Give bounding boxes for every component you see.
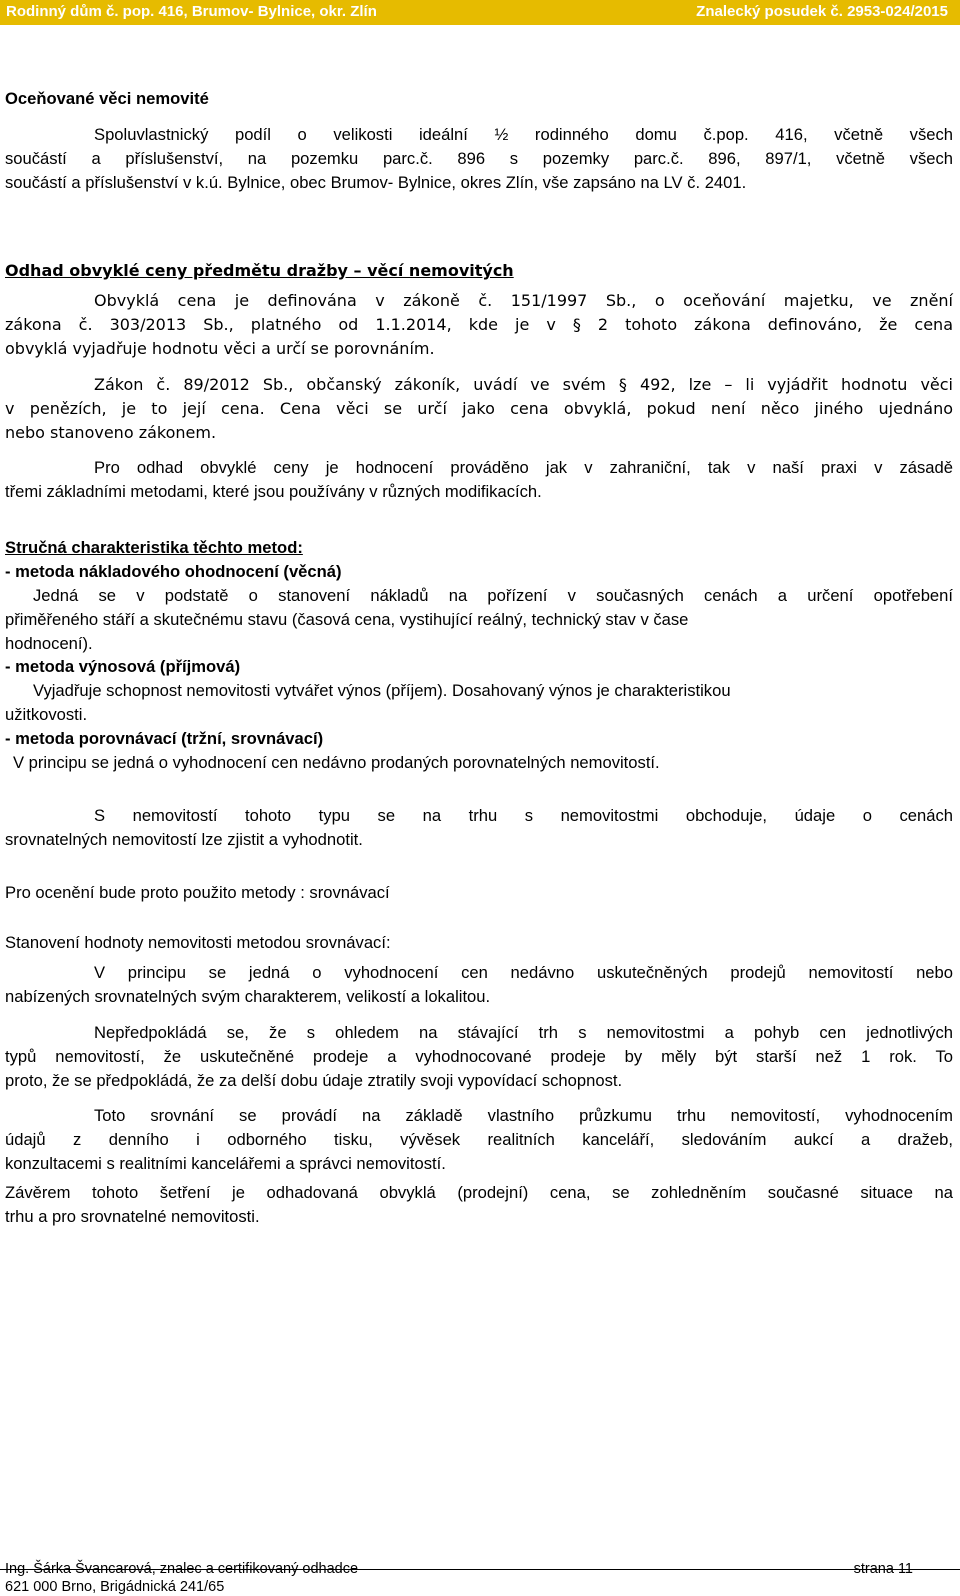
header-document-subject: Rodinný dům č. pop. 416, Brumov- Bylnice, okr. Zlín [6,3,377,20]
paragraph-line: Toto srovnání se provádí na základě vlastního průzkumu trhu nemovitostí, vyhodnocením [94,1106,953,1125]
paragraph-line: nabízených srovnatelných svým charakterem, velikostí a lokalitou. [5,987,491,1006]
section-title-valued-property: Oceňované věci nemovité [5,89,209,108]
valuation-title: Stanovení hodnoty nemovitosti metodou srovnávací: [5,933,391,952]
paragraph-line: S nemovitostí tohoto typu se na trhu s nemovitostmi obchoduje, údaje o cenách [94,806,953,825]
paragraph-line: typů nemovitostí, že uskutečněné prodeje a vyhodnocované prodeje by měly být starší než 1 rok. To [5,1047,953,1066]
method-used: Pro ocenění bude proto použito metody : srovnávací [5,883,390,902]
paragraph-line: trhu a pro srovnatelné nemovitosti. [5,1207,260,1226]
paragraph-line: konzultacemi s realitními kancelářemi a správci nemovitostí. [5,1154,446,1173]
paragraph-line: obvyklá vyjadřuje hodnotu věci a určí se porovnáním. [5,339,435,358]
footer-page-number: strana 11 [853,1561,913,1577]
paragraph-line: srovnatelných nemovitostí lze zjistit a vyhodnotit. [5,830,363,849]
paragraph-line: údajů z denního i odborného tisku, vývěsek realitních kanceláří, sledováním aukcí a dražeb, [5,1130,953,1149]
paragraph-line: proto, že se předpokládá, že za delší dobu údaje ztratily svoji vypovídací schopnost. [5,1071,623,1090]
page-footer [0,1561,960,1595]
page-header [0,0,960,25]
property-description-line: součástí a příslušenství v k.ú. Bylnice, obec Brumov- Bylnice, okres Zlín, vše zapsáno na LV č. 2401. [5,173,747,192]
paragraph-line: Závěrem tohoto šetření je odhadovaná obvyklá (prodejní) cena, se zohledněním současné situace na [5,1183,953,1202]
property-description-line: Spoluvlastnický podíl o velikosti ideální ½ rodinného domu č.pop. 416, včetně všech [94,125,953,144]
paragraph-line: Nepředpokládá se, že s ohledem na stávající trh s nemovitostmi a pohyb cen jednotlivých [94,1023,953,1042]
footer-address: 621 000 Brno, Brigádnická 241/65 [5,1579,225,1595]
section-title-price-estimate: Odhad obvyklé ceny předmětu dražby – věcí nemovitých [5,261,514,280]
paragraph-line: Obvyklá cena je definována v zákoně č. 151/1997 Sb., o oceňování majetku, ve znění [94,291,953,310]
method-description-line: hodnocení). [5,634,93,653]
paragraph-line: V principu se jedná o vyhodnocení cen nedávno uskutečněných prodejů nemovitostí nebo [94,963,953,982]
footer-author: Ing. Šárka Švancarová, znalec a certifikovaný odhadce [5,1561,359,1577]
method-title-cost: - metoda nákladového ohodnocení (věcná) [5,562,342,581]
method-title-comparative: - metoda porovnávací (tržní, srovnávací) [5,729,324,748]
paragraph-line: třemi základními metodami, které jsou používány v různých modifikacích. [5,482,542,501]
paragraph-line: nebo stanoveno zákonem. [5,423,217,442]
method-description-line: V principu se jedná o vyhodnocení cen nedávno prodaných porovnatelných nemovitostí. [13,753,660,772]
method-description-line: Jedná se v podstatě o stanovení nákladů na pořízení v současných cenách a určení opotřebení [33,586,953,605]
paragraph-line: v penězích, je to její cena. Cena věci se určí jako cena obvyklá, pokud není něco jiného ujednáno [5,399,953,418]
methods-title: Stručná charakteristika těchto metod: [5,538,303,557]
property-description-line: součástí a příslušenství, na pozemku parc.č. 896 s pozemky parc.č. 896, 897/1, včetně všech [5,149,953,168]
method-title-income: - metoda výnosová (příjmová) [5,657,241,676]
paragraph-line: Zákon č. 89/2012 Sb., občanský zákoník, uvádí ve svém § 492, lze – li vyjádřit hodnotu věci [94,375,953,394]
paragraph-line: zákona č. 303/2013 Sb., platného od 1.1.2014, kde je v § 2 tohoto zákona definováno, že cena [5,315,953,334]
paragraph-line: Pro odhad obvyklé ceny je hodnocení prováděno jak v zahraniční, tak v naší praxi v zásadě [94,458,953,477]
header-report-number: Znalecký posudek č. 2953-024/2015 [696,3,948,20]
method-description-line: užitkovosti. [5,705,88,724]
method-description-line: přiměřeného stáří a skutečnému stavu (časová cena, vystihující reálný, technický stav v čase [5,610,689,629]
method-description-line: Vyjadřuje schopnost nemovitosti vytvářet výnos (příjem). Dosahovaný výnos je charakteristikou [33,681,731,700]
